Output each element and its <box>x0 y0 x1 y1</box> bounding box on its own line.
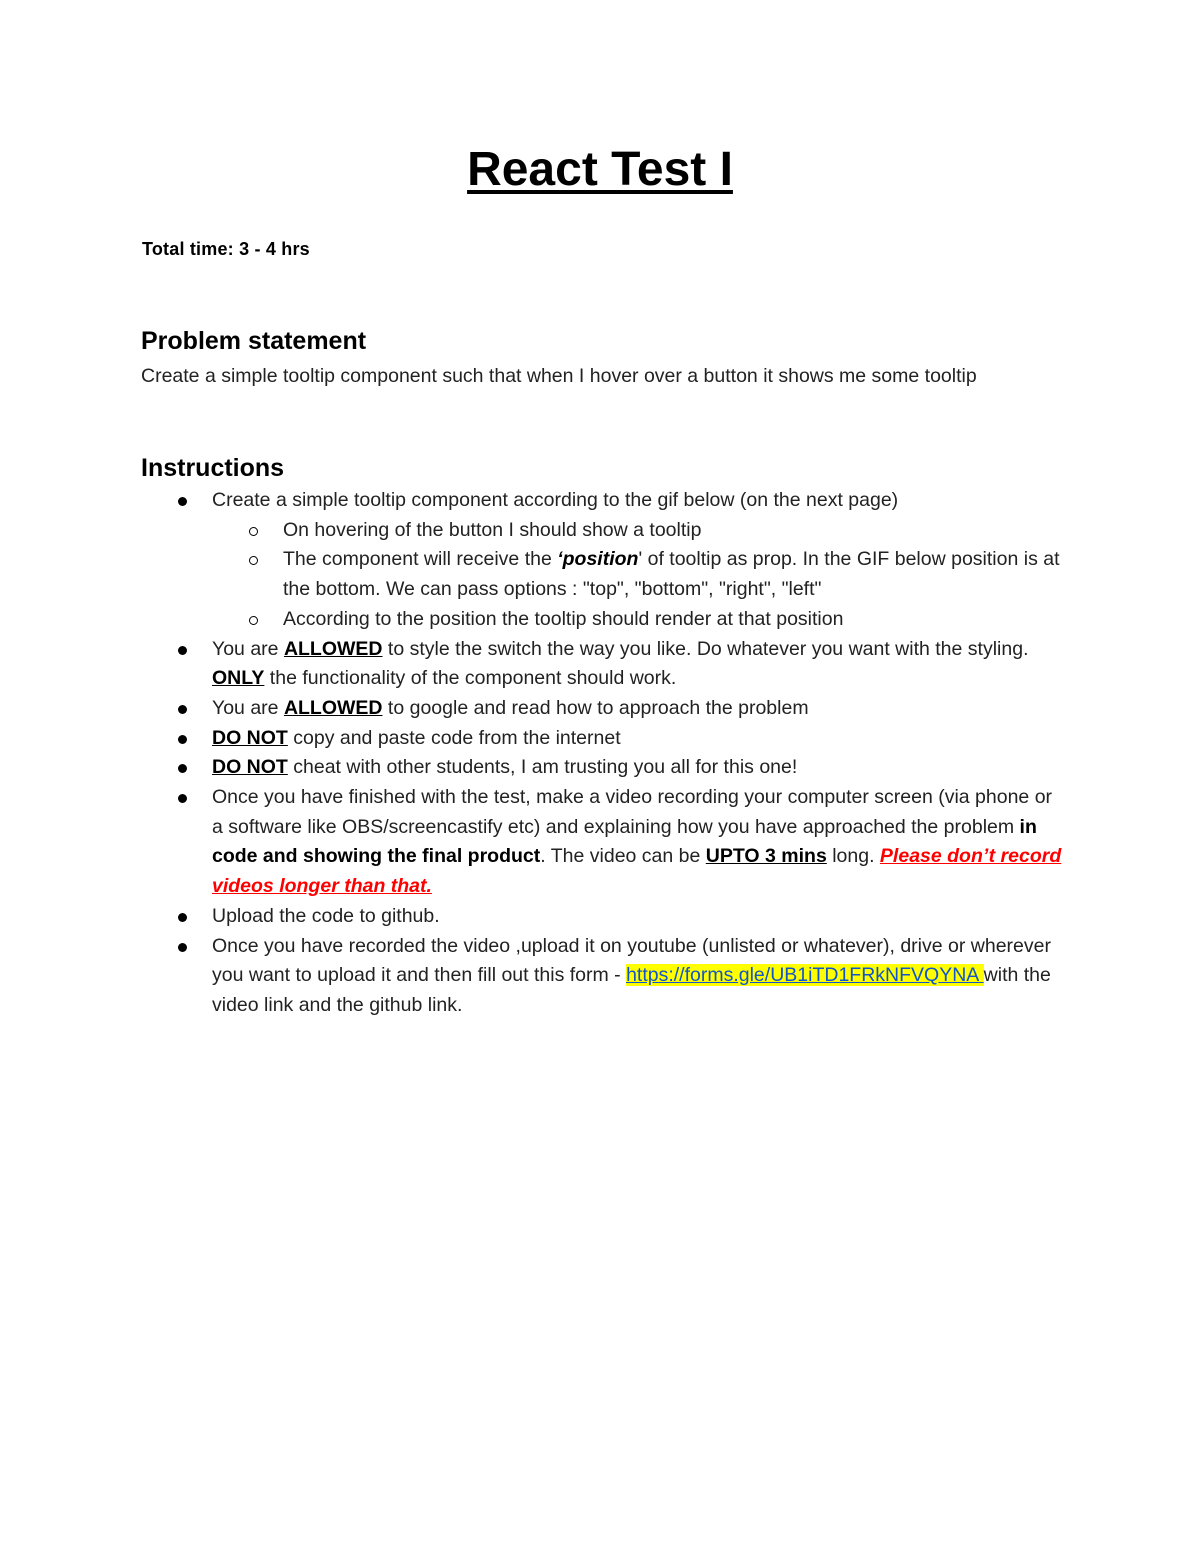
page-title: React Test I <box>467 143 733 196</box>
total-time: Total time: 3 - 4 hrs <box>142 239 310 259</box>
list-item: Once you have recorded the video ,upload it on youtube (unlisted or whatever), drive or wherever you want to upload it and then fill out this form - https://forms.gle/UB1iTD1FRkNFVQYNA with the video link and the github link. <box>0 932 1062 1021</box>
bullet-icon <box>178 794 187 803</box>
sub-list-item: On hovering of the button I should show a tooltip <box>0 516 1062 546</box>
bullet-icon <box>178 943 187 952</box>
list-item: DO NOT copy and paste code from the internet <box>0 724 1062 754</box>
circle-bullet-icon <box>249 616 258 625</box>
bullet-icon <box>178 913 187 922</box>
bullet-icon <box>178 705 187 714</box>
problem-heading: Problem statement <box>141 327 367 355</box>
sub-list-item: According to the position the tooltip should render at that position <box>0 605 1062 635</box>
bullet-icon <box>178 646 187 655</box>
problem-text: Create a simple tooltip component such that when I hover over a button it shows me some tooltip <box>141 365 977 387</box>
circle-bullet-icon <box>249 556 258 565</box>
circle-bullet-icon <box>249 527 258 536</box>
list-item: DO NOT cheat with other students, I am trusting you all for this one! <box>0 753 1062 783</box>
bullet-icon <box>178 497 187 506</box>
list-item: Upload the code to github. <box>0 902 1062 932</box>
sub-list-item: The component will receive the ‘position' of tooltip as prop. In the GIF below position is at the bottom. We can pass options : "top", "bottom", "right", "left" <box>0 545 1062 604</box>
bullet-icon <box>178 764 187 773</box>
list-item: You are ALLOWED to google and read how to approach the problem <box>0 694 1062 724</box>
warning-text: Please don’t record videos longer than that. <box>212 845 1062 898</box>
instructions-heading: Instructions <box>141 454 285 482</box>
list-item: You are ALLOWED to style the switch the way you like. Do whatever you want with the styling. ONLY the functionality of the component should work. <box>0 635 1062 694</box>
list-item: Once you have finished with the test, make a video recording your computer screen (via phone or a software like OBS/screencastify etc) and explaining how you have approached the problem in code and showing the final product. The video can be UPTO 3 mins long. Please don’t record videos longer than that. <box>0 783 1062 902</box>
bullet-icon <box>178 735 187 744</box>
list-item: Create a simple tooltip component according to the gif below (on the next page) <box>0 486 1062 516</box>
form-link[interactable]: https://forms.gle/UB1iTD1FRkNFVQYNA <box>626 964 984 987</box>
instructions-list <box>0 486 1200 1021</box>
